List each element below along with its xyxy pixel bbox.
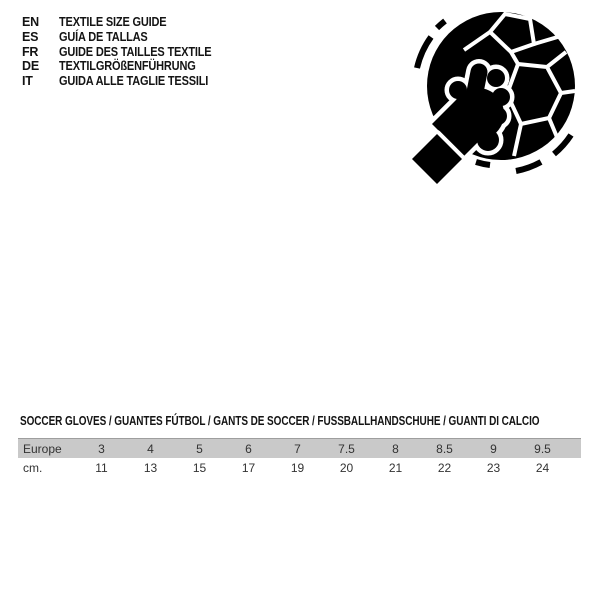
cm-value: 19 (290, 461, 305, 475)
cm-value: 13 (143, 461, 158, 475)
size-table-europe-row (18, 438, 581, 458)
size-value: 7 (294, 441, 301, 456)
size-value: 7.5 (338, 441, 355, 456)
language-guide-list (22, 15, 232, 89)
cm-value: 15 (192, 461, 207, 475)
cm-value: 23 (486, 461, 501, 475)
cm-value: 21 (388, 461, 403, 475)
row-label-cm: cm. (23, 461, 43, 475)
size-table-cm-row (18, 458, 581, 478)
language-row (22, 15, 232, 30)
cm-value: 22 (437, 461, 452, 475)
language-label: GUÍA DE TALLAS (59, 29, 148, 44)
cm-value: 20 (339, 461, 354, 475)
language-code: FR (22, 44, 39, 59)
language-label: TEXTILGRÖßENFÜHRUNG (59, 59, 196, 74)
language-code: DE (22, 59, 39, 74)
language-label: TEXTILE SIZE GUIDE (59, 15, 167, 29)
size-value: 3 (98, 441, 105, 456)
language-row (22, 30, 232, 45)
cm-value: 24 (535, 461, 550, 475)
cm-value: 11 (95, 461, 108, 475)
size-value: 9.5 (534, 441, 551, 456)
language-row (22, 45, 232, 60)
language-row (22, 59, 232, 74)
size-table (18, 438, 581, 478)
language-code: IT (22, 74, 33, 89)
language-label: GUIDA ALLE TAGLIE TESSILI (59, 74, 209, 89)
language-row (22, 74, 232, 89)
language-code: EN (22, 15, 39, 29)
size-value: 6 (245, 441, 252, 456)
language-label: GUIDE DES TAILLES TEXTILE (59, 44, 212, 59)
row-label-europe: Europe (23, 441, 62, 456)
size-table-title: SOCCER GLOVES / GUANTES FÚTBOL / GANTS DE SOCCER / FUSSBALLHANDSCHUHE / GUANTI DI CALCIO (20, 414, 540, 428)
size-value: 5 (196, 441, 203, 456)
goalkeeper-glove-ball-icon (402, 6, 582, 201)
size-value: 4 (147, 441, 154, 456)
language-code: ES (22, 29, 39, 44)
size-value: 8 (392, 441, 399, 456)
size-value: 8.5 (436, 441, 453, 456)
size-value: 9 (490, 441, 497, 456)
cm-value: 17 (241, 461, 256, 475)
